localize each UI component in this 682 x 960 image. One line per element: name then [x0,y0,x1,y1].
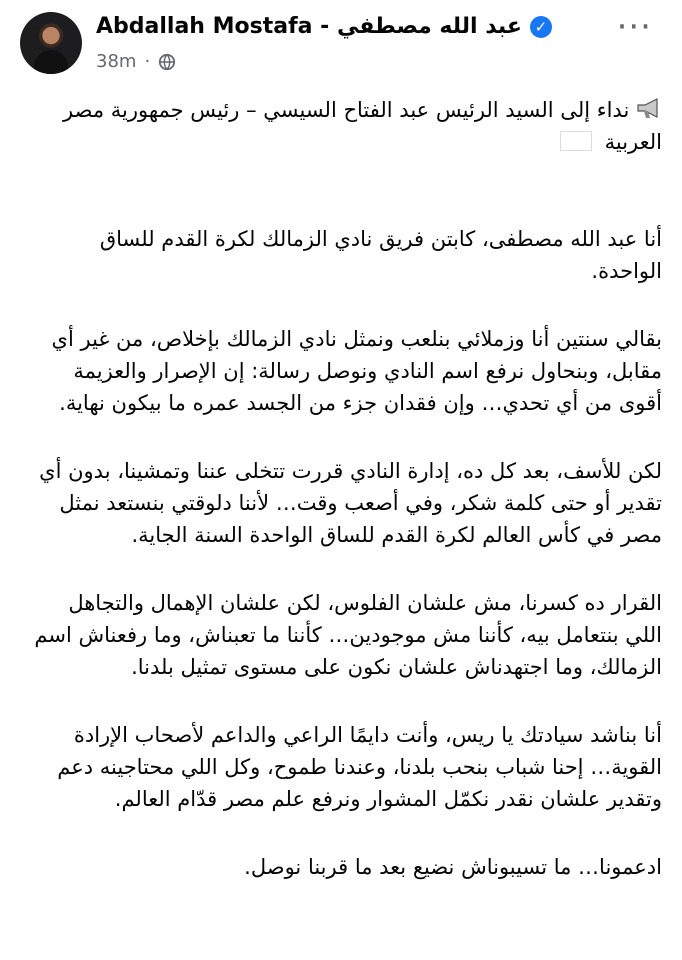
avatar[interactable] [20,12,82,74]
post-options-button[interactable]: ··· [616,7,652,47]
meta-separator: · [144,51,151,72]
post-paragraph: أنا بناشد سيادتك يا ريس، وأنت دايمًا الراعي والداعم لأصحاب الإرادة القوية… إحنا شباب بنحب بلدنا، وعندنا طموح، وكل اللي محتاجينه دعم وتقدير علشان نقدر نكمّل المشوار ونرفع علم مصر قدّام العالم. [57,723,662,811]
post-paragraph: أنا عبد الله مصطفى، كابتن فريق نادي الزمالك لكرة القدم للساق الواحدة. [99,227,662,283]
post-intro [30,94,662,158]
post-meta [96,51,176,72]
post-paragraph: القرار ده كسرنا، مش علشان الفلوس، لكن علشان الإهمال والتجاهل اللي بنتعامل بيه، كأننا مش موجودين… كأننا ما تعبناش، وما رفعناش اسم الزمالك، وما اجتهدناش علشان نكون على مستوى تمثيل بلدنا. [34,591,662,679]
egypt-flag-icon [560,131,592,151]
post-paragraph: بقالي سنتين أنا وزملائي بنلعب ونمثل نادي الزمالك بإخلاص، من غير أي مقابل، وبنحاول نرفع اسم النادي ونوصل رسالة: إن الإصرار والعزيمة أقوى من أي تحدي… وإن فقدان جزء من الجسد عمره ما بيكون نهاية. [51,327,662,415]
post-header [20,7,670,78]
verified-badge-icon: ✓ [530,16,552,38]
megaphone-icon [636,96,662,120]
globe-icon [158,53,176,71]
author-name[interactable]: Abdallah Mostafa - عبد الله مصطفي [96,14,522,39]
post-body [30,94,662,883]
author-row [96,14,552,39]
post-timestamp[interactable]: 38m [96,51,137,72]
post-paragraph: ادعمونا… ما تسيبوناش نضيع بعد ما قربنا نوصل. [244,855,662,879]
intro-text: نداء إلى السيد الرئيس عبد الفتاح السيسي – رئيس جمهورية مصر العربية [63,98,662,154]
post-paragraph: لكن للأسف، بعد كل ده، إدارة النادي قررت تتخلى عننا وتمشينا، بدون أي تقدير أو حتى كلمة شكر، وفي أصعب وقت… لأننا دلوقتي بنستعد نمثل مصر في كأس العالم لكرة القدم للساق الواحدة السنة الجاية. [39,459,662,547]
